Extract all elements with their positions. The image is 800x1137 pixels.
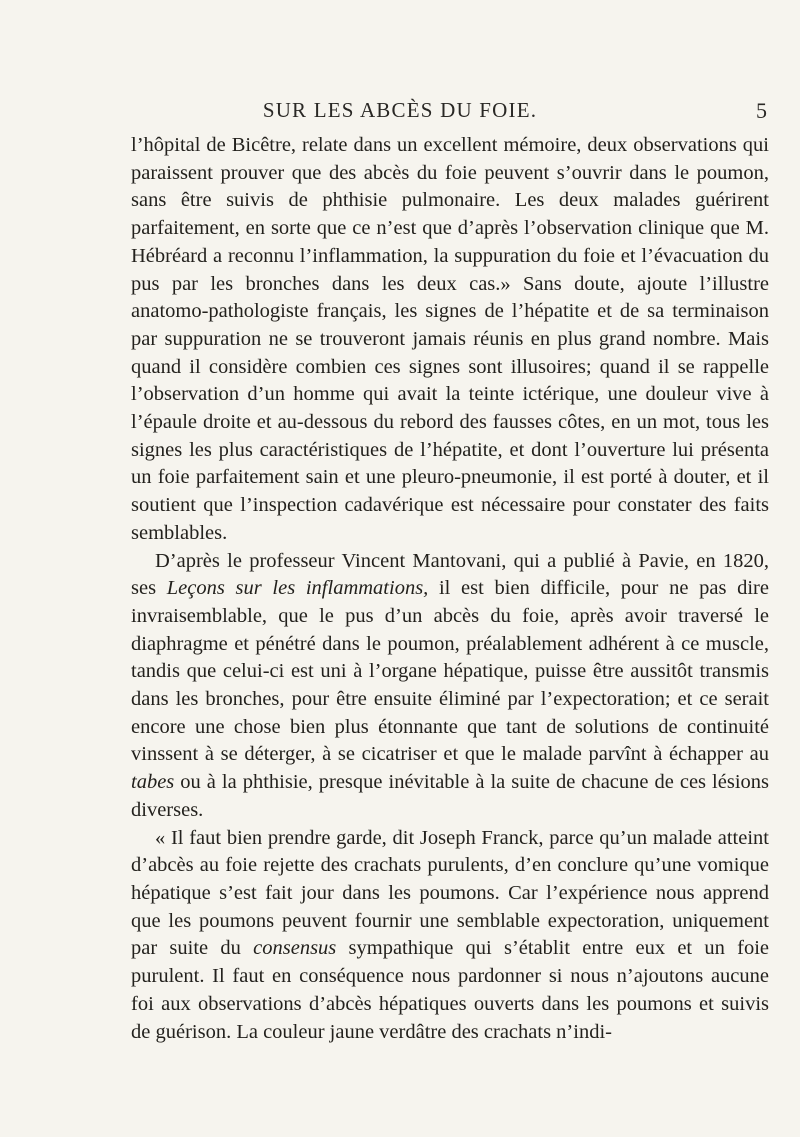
paragraph-1-text: l’hôpital de Bicêtre, relate dans un excellent mémoire, deux observations qui paraissent prouver que des abcès du foie peuvent s’ouvrir dans le poumon, sans être suivis de phthisie pulmonaire. Les deux malades guérirent parfaitement, en sorte que ce n’est que d’après l’observation clinique que M. Hébréard a reconnu l’inflammation, la suppuration du foie et l’évacuation du pus par les bronches dans les deux cas.» Sans doute, ajoute l’illustre anatomo-pathologiste français, les signes de l’hépatite et de sa terminaison par suppuration ne se trouveront jamais réunis en plus grand nombre. Mais quand il considère combien ces signes sont illusoires; quand il se rappelle l’observation d’un homme qui avait la teinte ictérique, une douleur vive à l’épaule droite et au-dessous du rebord des fausses côtes, en un mot, tous les signes les plus caractéristiques de l’hépatite, et dont l’ouverture lui présenta un foie parfaitement sain et une pleuro-pneumonie, il est porté à douter, et il soutient que l’inspection cadavérique est nécessaire pour constater des faits semblables. bbox=[131, 134, 769, 544]
running-title: SUR LES ABCÈS DU FOIE. bbox=[262, 98, 538, 122]
page-number: 5 bbox=[756, 98, 767, 123]
paragraph-2 bbox=[131, 548, 769, 825]
paragraph-3-text-2: sympathique qui s’établit entre eux et un foie purulent. Il faut en conséquence nous pardonner si nous n’ajoutons aucune foi aux observations d’abcès hépatiques ouverts dans les poumons et suivis de guérison. La couleur jaune verdâtre des crachats n’indi- bbox=[131, 937, 769, 1043]
running-head bbox=[0, 98, 800, 128]
paragraph-2-text-2: il est bien difficile, pour ne pas dire invraisemblable, que le pus d’un abcès du foie, après avoir traversé le diaphragme et pénétré dans le poumon, préalablement adhérent à ce muscle, tandis que celui-ci est uni à l’organe hépatique, puisse être aussitôt transmis dans les bronches, pour être ensuite éliminé par l’expectoration; et ce serait encore une chose bien plus étonnante que tant de solutions de continuité vinssent à se déterger, à se cicatriser et que le malade parvînt à échapper au bbox=[131, 577, 769, 766]
paragraph-3 bbox=[131, 825, 769, 1047]
paragraph-2-italic-title: Leçons sur les inflammations, bbox=[166, 577, 429, 600]
paragraph-3-text-1: « Il faut bien prendre garde, dit Joseph Franck, parce qu’un malade atteint d’abcès au foie rejette des crachats purulents, d’en conclure qu’une vomique hépatique s’est fait jour dans les poumons. Car l’expérience nous apprend que les poumons peuvent fournir une semblable expectoration, uniquement par suite du bbox=[131, 826, 769, 960]
paragraph-3-italic-term: consensus bbox=[253, 937, 337, 960]
paragraph-2-italic-term: tabes bbox=[131, 771, 175, 794]
paragraph-1 bbox=[131, 132, 769, 548]
paragraph-2-text-3: ou à la phthisie, presque inévitable à la suite de chacune de ces lésions diverses. bbox=[131, 771, 769, 821]
paragraph-2-text-1: D’après le professeur Vincent Mantovani, qui a publié à Pavie, en 1820, ses bbox=[131, 549, 769, 600]
body-text bbox=[131, 132, 769, 1046]
